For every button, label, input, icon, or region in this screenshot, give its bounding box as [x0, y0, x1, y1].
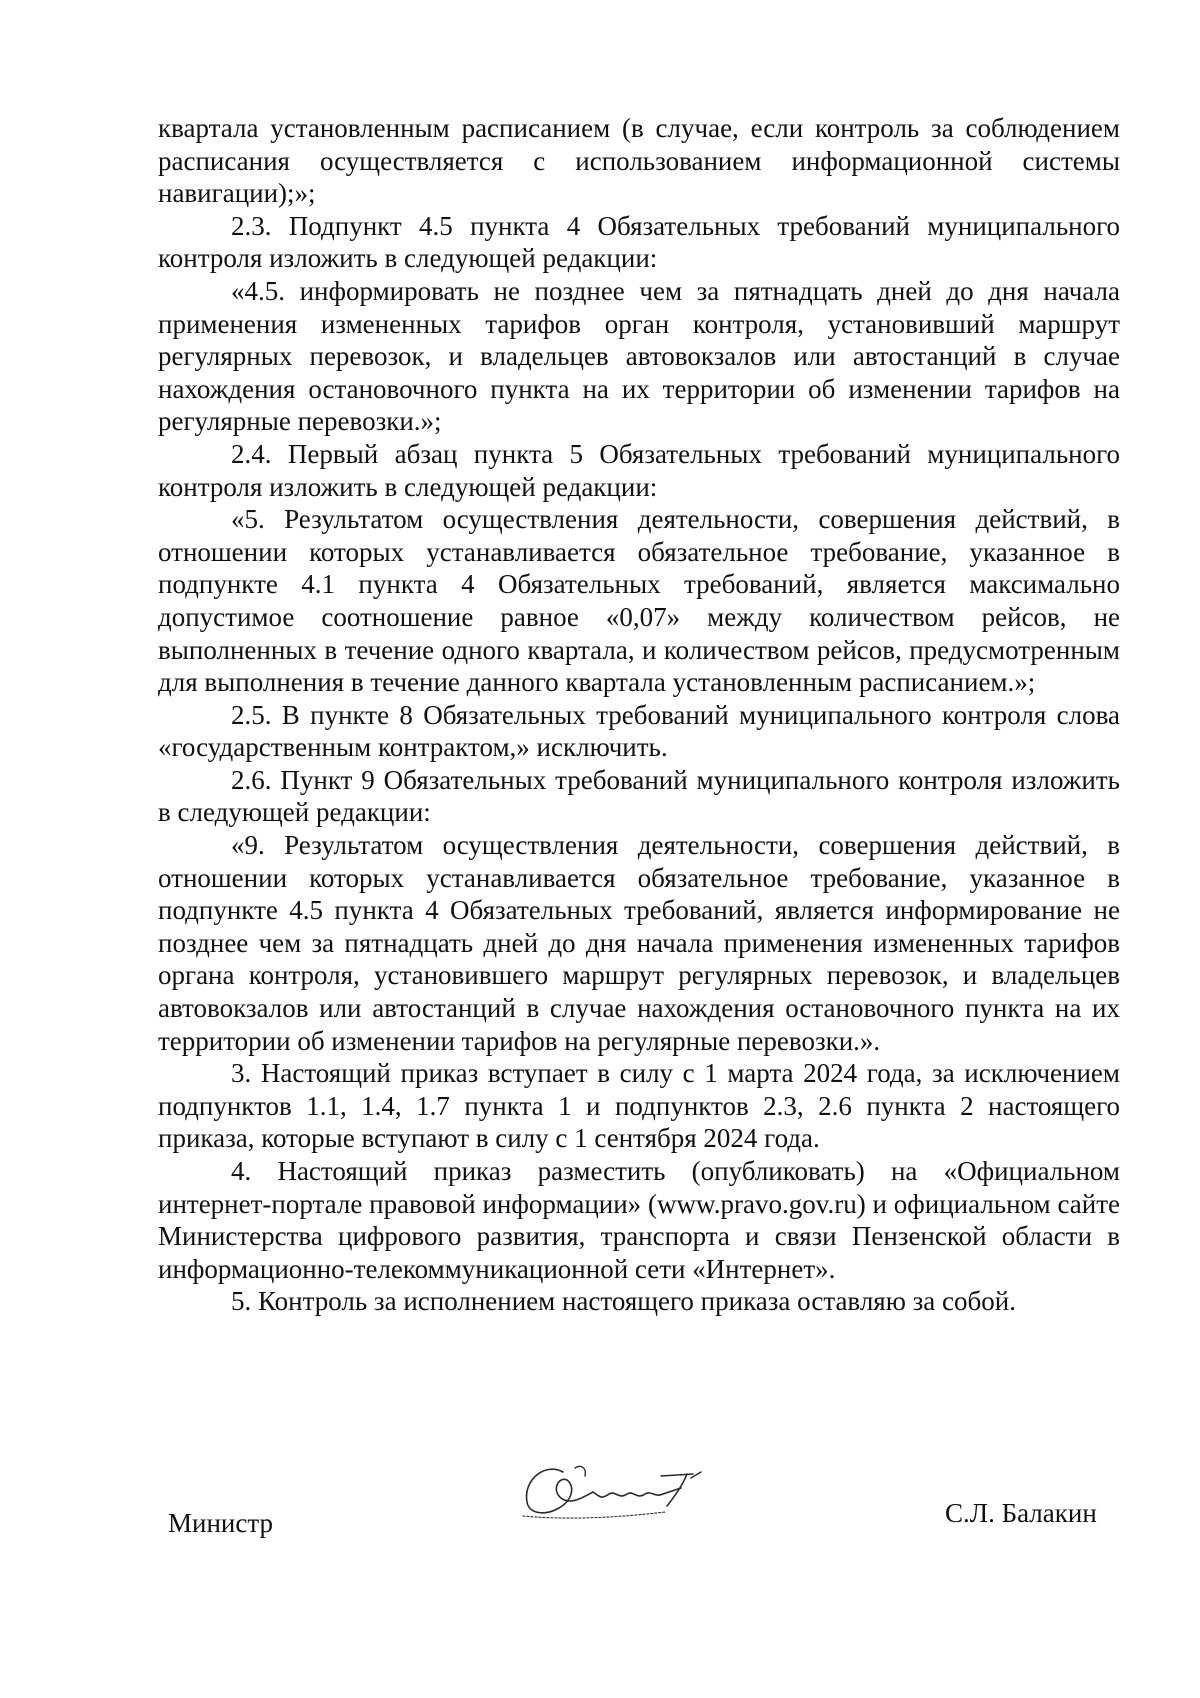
paragraph-2-6: 2.6. Пункт 9 Обязательных требований муниципального контроля изложить в следующей редакции: [158, 764, 1120, 828]
signatory-title: Министр [168, 1508, 273, 1538]
paragraph-3: 3. Настоящий приказ вступает в силу с 1 марта 2024 года, за исключением подпунктов 1.1, 1.4, 1.7 пункта 1 и подпунктов 2.3, 2.6 пункта 2 настоящего приказа, которые вступают в силу с 1 сентября 2024 года. [158, 1058, 1120, 1154]
paragraph-2-4: 2.4. Первый абзац пункта 5 Обязательных требований муниципального контроля изложить в следующей редакции: [158, 438, 1120, 502]
handwritten-signature [515, 1450, 715, 1530]
paragraph-2-3: 2.3. Подпункт 4.5 пункта 4 Обязательных требований муниципального контроля изложить в следующей редакции: [158, 210, 1120, 274]
document-body [158, 112, 1120, 1318]
paragraph-quote-4-5: «4.5. информировать не позднее чем за пятнадцать дней до дня начала применения измененных тарифов орган контроля, установивший маршрут регулярных перевозок, и владельцев автовокзалов или автостанций в случае нахождения остановочного пункта на их территории об изменении тарифов на регулярные перевозки.»; [158, 275, 1120, 437]
signatory-name: С.Л. Балакин [945, 1498, 1097, 1528]
paragraph-5: 5. Контроль за исполнением настоящего приказа оставляю за собой. [231, 1286, 1016, 1317]
paragraph-quote-9: «9. Результатом осуществления деятельности, совершения действий, в отношении которых устанавливается обязательное требование, указанное в подпункте 4.5 пункта 4 Обязательных требований, является информирование не позднее чем за пятнадцать дней до дня начала применения измененных тарифов органа контроля, установившего маршрут регулярных перевозок, и владельцев автовокзалов или автостанций в случае нахождения остановочного пункта на их территории об изменении тарифов на регулярные перевозки.». [158, 830, 1120, 1056]
paragraph-continuation: квартала установленным расписанием (в случае, если контроль за соблюдением расписания осуществляется с использованием информационной системы навигации);»; [158, 113, 1120, 209]
paragraph-4: 4. Настоящий приказ разместить (опубликовать) на «Официальном интернет-портале правовой информации» (www.pravo.gov.ru) и официальном сайте Министерства цифрового развития, транспорта и связи Пензенской области в информационно-телекоммуникационной сети «Интернет». [158, 1156, 1120, 1284]
paragraph-2-5: 2.5. В пункте 8 Обязательных требований муниципального контроля слова «государственным контрактом,» исключить. [158, 699, 1120, 763]
paragraph-quote-5: «5. Результатом осуществления деятельности, совершения действий, в отношении которых устанавливается обязательное требование, указанное в подпункте 4.1 пункта 4 Обязательных требований, является максимально допустимое соотношение равное «0,07» между количеством рейсов, не выполненных в течение одного квартала, и количеством рейсов, предусмотренным для выполнения в течение данного квартала установленным расписанием.»; [158, 504, 1120, 698]
signature-block [0, 1450, 1200, 1570]
